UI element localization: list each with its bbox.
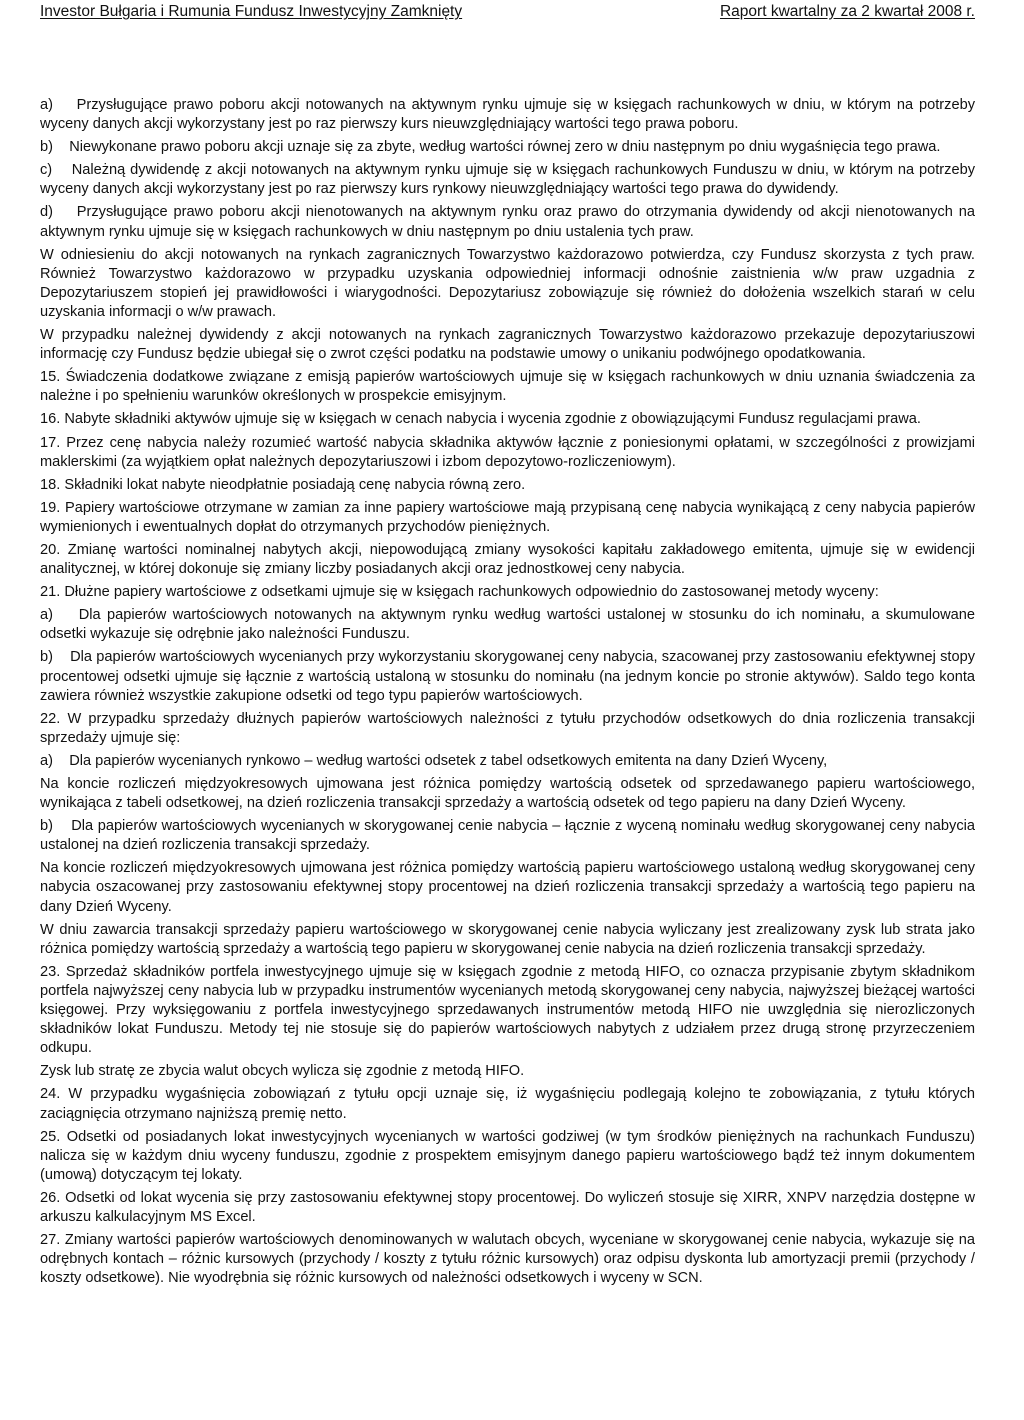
paragraph: 23. Sprzedaż składników portfela inwestycyjnego ujmuje się w księgach zgodnie z metodą HIFO, co oznacza przypisanie zbytym składnikom portfela najwyższej ceny nabycia lub w przypadku instrumentów wycenianych metodą skorygowanej ceny nabycia, najwyższej bieżącej wartości księgowej. Przy wyksięgowaniu z portfela inwestycyjnego sprzedawanych instrumentów metodą HIFO nie uwzględnia się nierozliczonych składników lokat Funduszu. Metody tej nie stosuje się do papierów wartościowych nabytych z udziałem przez drugą stronę przyrzeczeniem odkupu.	[40, 963, 975, 1057]
paragraph: W przypadku należnej dywidendy z akcji notowanych na rynkach zagranicznych Towarzystwo każdorazowo przekazuje depozytariuszowi informację czy Fundusz będzie ubiegał się o zwrot części podatku na podstawie umowy o unikaniu podwójnego opodatkowania.	[40, 327, 975, 363]
header-fund-name: Investor Bułgaria i Rumunia Fundusz Inwestycyjny Zamknięty	[40, 3, 463, 20]
paragraph: a) Dla papierów wartościowych notowanych na aktywnym rynku według wartości ustalonej w stosunku do ich nominału, a skumulowane odsetki wykazuje się odrębnie jako należności Funduszu.	[40, 607, 975, 643]
paragraph: d) Przysługujące prawo poboru akcji nienotowanych na aktywnym rynku oraz prawo do otrzymania dywidendy od akcji nienotowanych na aktywnym rynku ujmuje się w księgach rachunkowych w dniu następnym po dniu ustalenia tych praw.	[40, 204, 975, 240]
paragraph: b) Niewykonane prawo poboru akcji uznaje się za zbyte, według wartości równej zero w dniu następnym po dniu wygaśnięcia tego prawa.	[40, 139, 941, 156]
paragraph: 25. Odsetki od posiadanych lokat inwestycyjnych wycenianych w wartości godziwej (w tym środków pieniężnych na rachunkach Funduszu) nalicza się w każdym dniu wyceny funduszu, zgodnie z prospektem emisyjnym danego papieru wartościowego bądź też innym dokumentem (umową) dotyczącym tej lokaty.	[40, 1128, 975, 1183]
paragraph: a) Przysługujące prawo poboru akcji notowanych na aktywnym rynku ujmuje się w księgach rachunkowych w dniu, w którym na potrzeby wyceny danych akcji wykorzystany jest po raz pierwszy kurs nieuwzględniający wartości tego prawa poboru.	[40, 97, 975, 133]
header-report-title: Raport kwartalny za 2 kwartał 2008 r.	[719, 3, 975, 20]
paragraph: 15. Świadczenia dodatkowe związane z emisją papierów wartościowych ujmuje się w księgach rachunkowych w dniu uznania świadczenia za należne i po spełnieniu warunków określonych w prospekcie emisyjnym.	[40, 369, 975, 405]
paragraph: W odniesieniu do akcji notowanych na rynkach zagranicznych Towarzystwo każdorazowo potwierdza, czy Fundusz skorzysta z tych praw. Również Towarzystwo każdorazowo w przypadku uzyskania odpowiedniej informacji odnośnie zaistnienia w/w praw uzgadnia z Depozytariuszem stopień jej prawidłowości i wiarygodności. Depozytariusz zobowiązuje się również do dołożenia wszelkich starań w celu uzyskania informacji o w/w prawach.	[40, 246, 975, 320]
paragraph: 19. Papiery wartościowe otrzymane w zamian za inne papiery wartościowe mają przypisaną cenę nabycia wynikającą z ceny nabycia papierów wymienionych i ewentualnych dopłat do otrzymanych przychodów pieniężnych.	[40, 499, 975, 535]
paragraph: 21. Dłużne papiery wartościowe z odsetkami ujmuje się w księgach rachunkowych odpowiednio do zastosowanej metody wyceny:	[40, 584, 879, 601]
paragraph: Na koncie rozliczeń międzyokresowych ujmowana jest różnica pomiędzy wartością papieru wartościowego ustaloną według skorygowanej ceny nabycia oszacowanej przy zastosowaniu efektywnej stopy procentowej na dzień rozliczenia transakcji sprzedaży a wartością tego papieru na dany Dzień Wyceny.	[40, 860, 975, 915]
paragraph: 27. Zmiany wartości papierów wartościowych denominowanych w walutach obcych, wyceniane w skorygowanej cenie nabycia, wykazuje się na odrębnych kontach – różnic kursowych (przychody / koszty z tytułu różnic kursowych) oraz odpisu dyskonta lub amortyzacji premii (przychody / koszty odsetkowe). Nie wyodrębnia się różnic kursowych od należności odsetkowych i wyceny w SCN.	[40, 1232, 975, 1287]
paragraph: a) Dla papierów wycenianych rynkowo – według wartości odsetek z tabel odsetkowych emitenta na dany Dzień Wyceny,	[40, 752, 828, 769]
paragraph: 26. Odsetki od lokat wycenia się przy zastosowaniu efektywnej stopy procentowej. Do wyliczeń stosuje się XIRR, XNPV narzędzia dostępne w arkuszu kalkulacyjnym MS Excel.	[40, 1189, 975, 1225]
paragraph: b) Dla papierów wartościowych wycenianych w skorygowanej cenie nabycia – łącznie z wyceną nominału według skorygowanej ceny nabycia ustalonej na dzień rozliczenia transakcji sprzedaży.	[40, 818, 975, 854]
paragraph: 22. W przypadku sprzedaży dłużnych papierów wartościowych należności z tytułu przychodów odsetkowych do dnia rozliczenia transakcji sprzedaży ujmuje się:	[40, 710, 975, 746]
paragraph: b) Dla papierów wartościowych wycenianych przy wykorzystaniu skorygowanej ceny nabycia, szacowanej przy zastosowaniu efektywnej stopy procentowej odsetki ujmuje się łącznie z wartością ustaloną w stosunku do nominału (na jednym koncie po stronie aktywów). Saldo tego konta zawiera również wszystkie zakupione odsetki od tego typu papierów wartościowych.	[40, 649, 975, 704]
paragraph: 16. Nabyte składniki aktywów ujmuje się w księgach w cenach nabycia i wycenia zgodnie z obowiązującymi Fundusz regulacjami prawa.	[40, 411, 921, 428]
paragraph: 18. Składniki lokat nabyte nieodpłatnie posiadają cenę nabycia równą zero.	[40, 476, 526, 493]
paragraph: 20. Zmianę wartości nominalnej nabytych akcji, niepowodującą zmiany wysokości kapitału zakładowego emitenta, ujmuje się w ewidencji analitycznej, w której dokonuje się zmiany liczby posiadanych akcji oraz jednostkowej ceny nabycia.	[40, 541, 975, 578]
paragraph: Zysk lub stratę ze zbycia walut obcych wylicza się zgodnie z metodą HIFO.	[40, 1063, 525, 1080]
paragraph: c) Należną dywidendę z akcji notowanych na aktywnym rynku ujmuje się w księgach rachunkowych Funduszu w dniu, w którym na potrzeby wyceny danych akcji wykorzystany jest po raz pierwszy kurs rynkowy nieuwzględniający wartości tego prawa do dywidendy.	[40, 162, 975, 198]
paragraph: Na koncie rozliczeń międzyokresowych ujmowana jest różnica pomiędzy wartością odsetek od sprzedawanego papieru wartościowego, wynikająca z tabeli odsetkowej, na dzień rozliczenia transakcji sprzedaży a wartością odsetek od tego papieru na dany Dzień Wyceny.	[40, 776, 975, 812]
paragraph: 24. W przypadku wygaśnięcia zobowiązań z tytułu opcji uznaje się, iż wygaśnięciu podlegają kolejno te zobowiązania, z tytułu których zaciągnięcia otrzymano najniższą premię netto.	[40, 1086, 975, 1122]
page-header	[40, 2, 975, 22]
paragraph: 17. Przez cenę nabycia należy rozumieć wartość nabycia składnika aktywów łącznie z poniesionymi opłatami, w szczególności z prowizjami maklerskimi (za wyjątkiem opłat należnych depozytariuszowi i izbom depozytowo-rozliczeniowym).	[40, 434, 975, 470]
paragraph: W dniu zawarcia transakcji sprzedaży papieru wartościowego w skorygowanej cenie nabycia wyliczany jest zrealizowany zysk lub strata jako różnica pomiędzy wartością sprzedaży a wartością tego papieru w skorygowanej cenie nabycia na dzień rozliczenia transakcji sprzedaży.	[40, 921, 975, 957]
document-body	[40, 96, 975, 1292]
